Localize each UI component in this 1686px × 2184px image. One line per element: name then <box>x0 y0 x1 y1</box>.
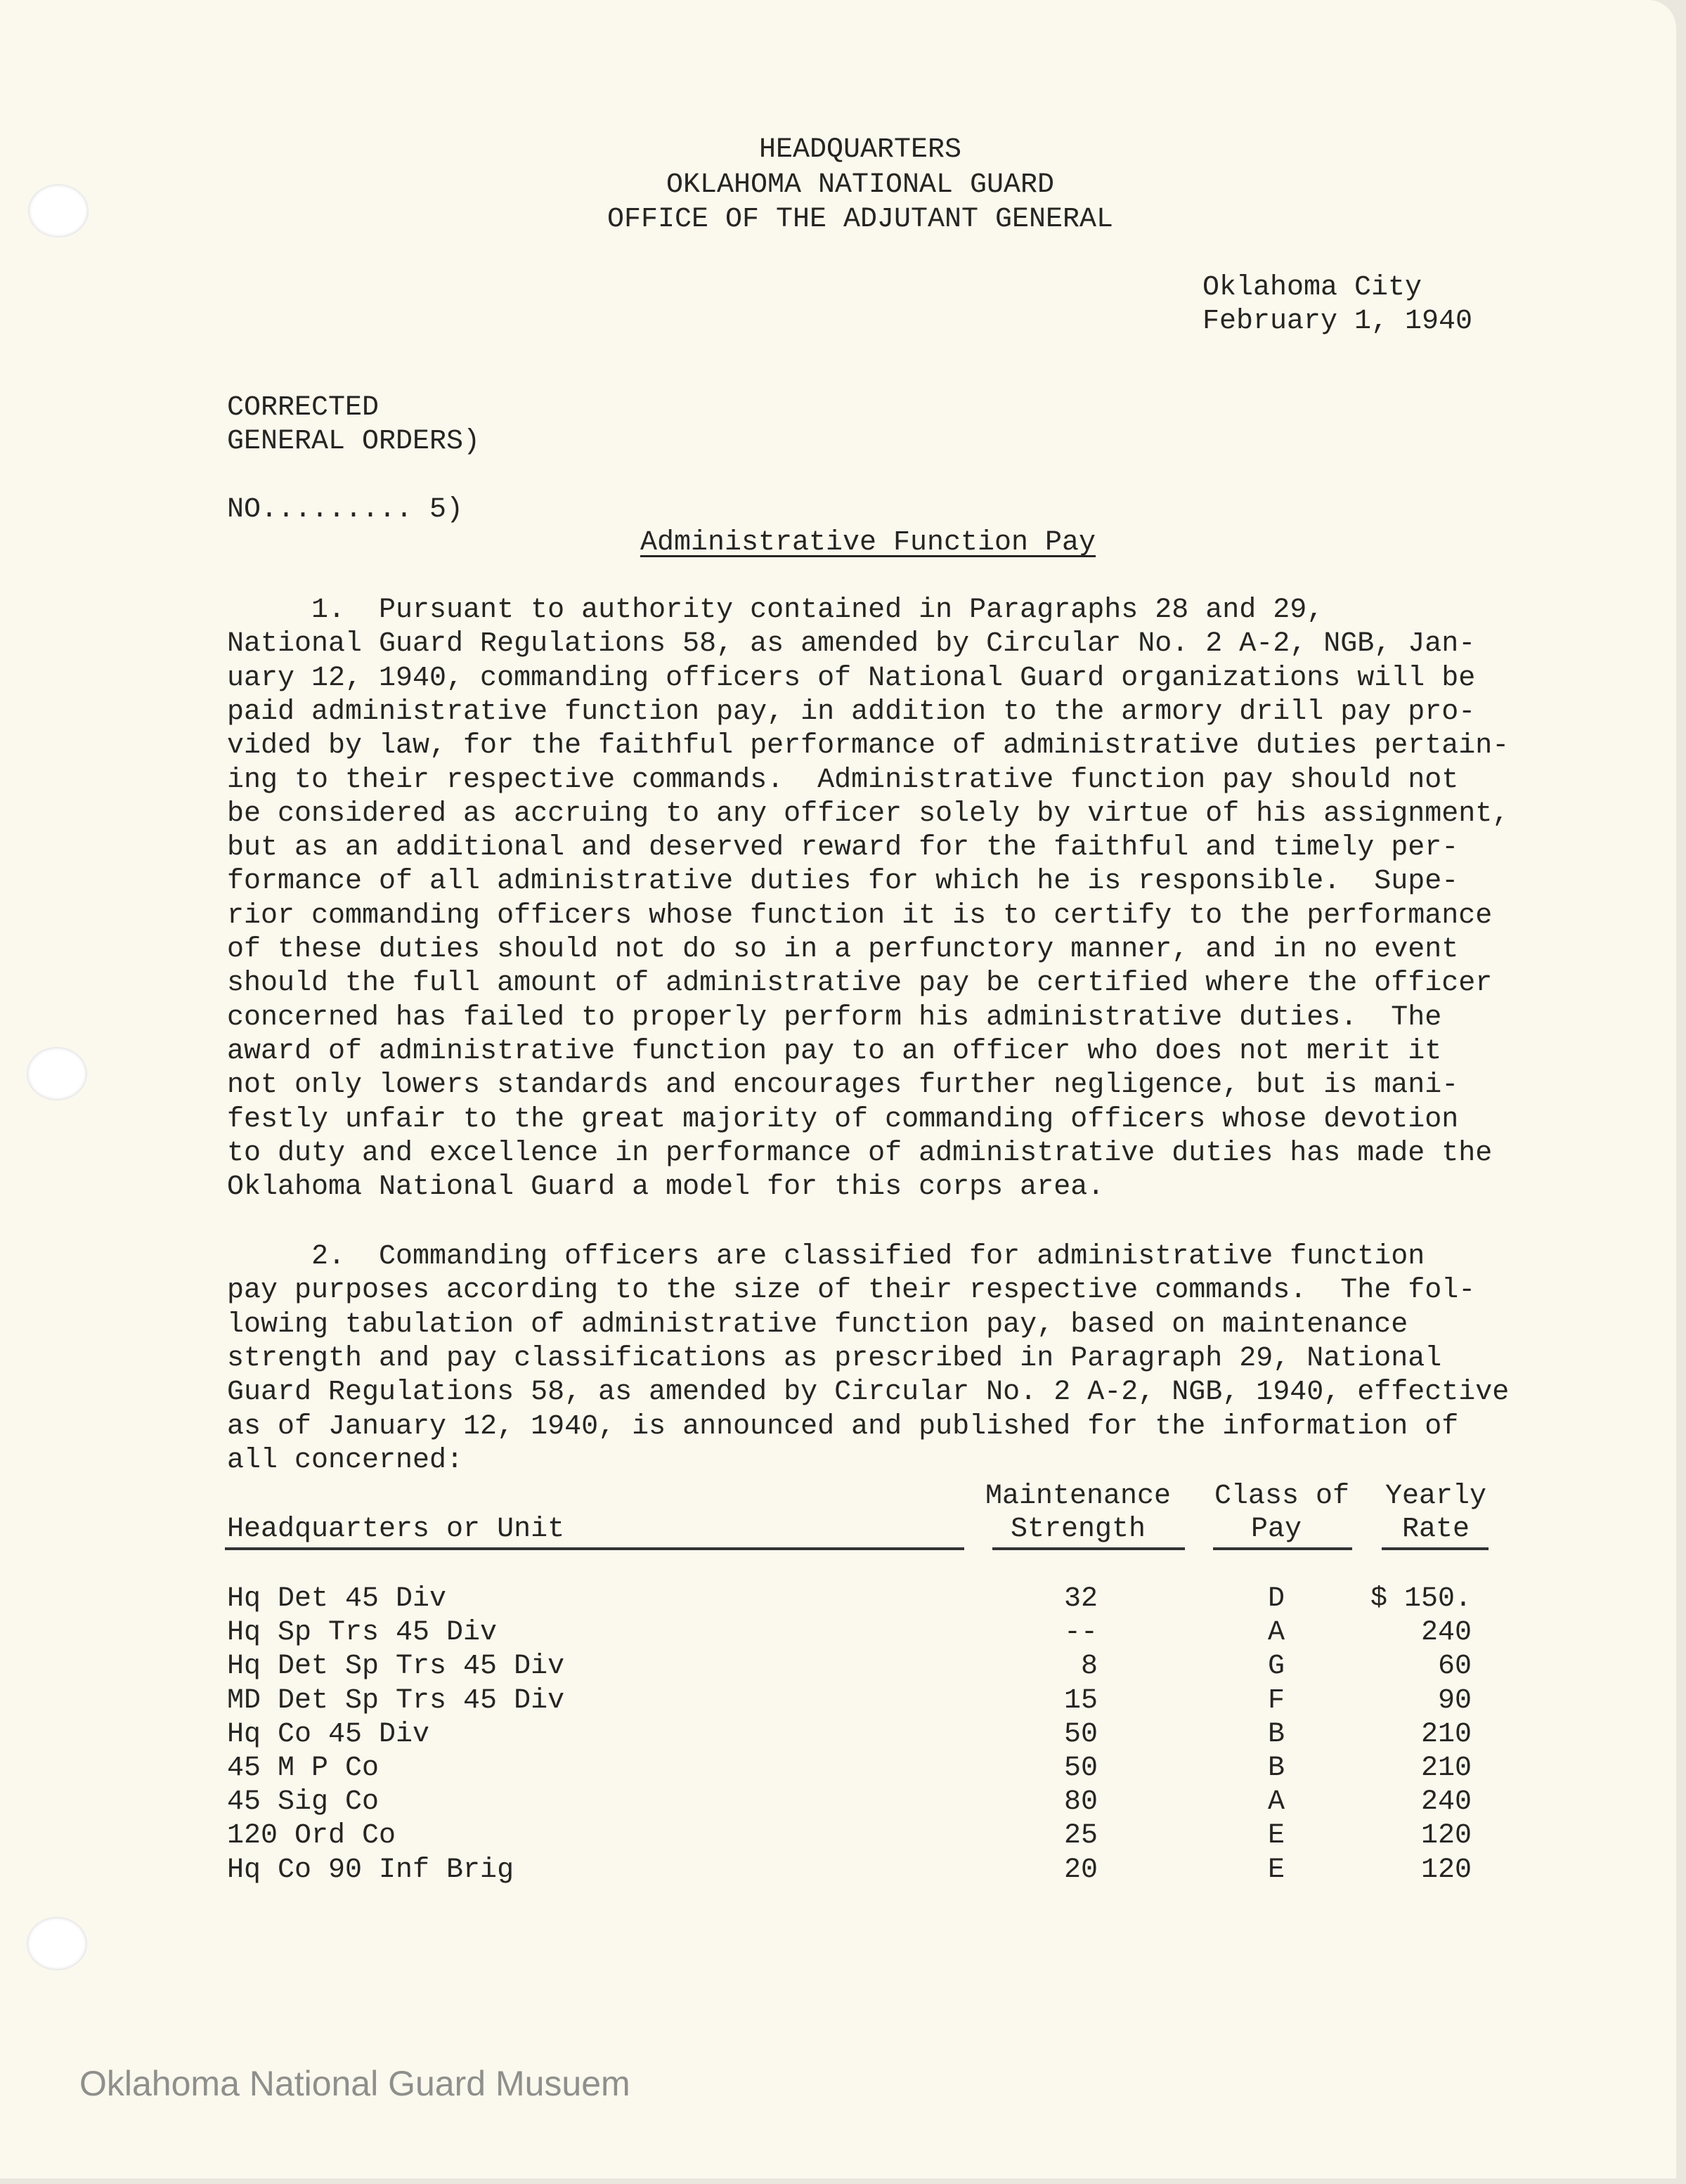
orders-corrected: CORRECTED <box>227 392 380 424</box>
paragraph-line: strength and pay classifications as prescribed in Paragraph 29, National <box>227 1342 1442 1374</box>
row-class: A <box>1267 1617 1285 1649</box>
paragraph-line: paid administrative function pay, in addition to the armory drill pay pro- <box>227 696 1476 728</box>
document-title: Administrative Function Pay <box>640 527 1096 559</box>
punch-hole <box>27 1917 87 1970</box>
row-rate: 120 <box>1420 1820 1472 1852</box>
punch-hole <box>28 184 89 238</box>
row-strength: 80 <box>1063 1786 1098 1819</box>
row-strength: 25 <box>1063 1820 1098 1852</box>
row-class: B <box>1267 1753 1285 1784</box>
row-unit: Hq Det 45 Div <box>227 1583 447 1615</box>
row-rate: 210 <box>1420 1718 1472 1750</box>
row-rate: $ 150. <box>1370 1583 1472 1615</box>
paragraph-line: 1. Pursuant to authority contained in Paragraphs 28 and 29, <box>227 594 1324 626</box>
header-strength-2: Strength <box>1010 1514 1146 1545</box>
header-underline <box>225 1547 964 1550</box>
museum-watermark: Oklahoma National Guard Musuem <box>79 2064 630 2103</box>
orders-general: GENERAL ORDERS) <box>227 426 481 457</box>
letterhead-line: HEADQUARTERS <box>758 134 962 166</box>
paragraph-line: of these duties should not do so in a perfunctory manner, and in no event <box>227 934 1459 966</box>
row-strength: 20 <box>1063 1854 1098 1886</box>
row-rate: 120 <box>1420 1854 1472 1886</box>
row-strength: 50 <box>1063 1753 1098 1784</box>
row-class: E <box>1267 1820 1285 1852</box>
row-strength: 8 <box>1080 1651 1098 1683</box>
place: Oklahoma City <box>1202 272 1422 304</box>
row-unit: 45 Sig Co <box>227 1786 380 1819</box>
paragraph-line: rior commanding officers whose function it is to certify to the performance <box>227 899 1493 932</box>
orders-number: NO......... 5) <box>227 494 464 526</box>
row-unit: 45 M P Co <box>227 1753 380 1784</box>
row-rate: 210 <box>1420 1753 1472 1784</box>
row-class: B <box>1267 1718 1285 1750</box>
row-unit: Hq Det Sp Trs 45 Div <box>227 1651 565 1683</box>
row-strength: 50 <box>1063 1718 1098 1750</box>
header-rate-1: Yearly <box>1385 1481 1487 1512</box>
row-rate: 240 <box>1420 1786 1472 1819</box>
header-strength-1: Maintenance <box>985 1481 1172 1512</box>
paragraph-line: festly unfair to the great majority of commanding officers whose devotion <box>227 1103 1459 1136</box>
paragraph-line: be considered as accruing to any officer solely by virtue of his assignment, <box>227 798 1510 830</box>
paragraph-line: all concerned: <box>227 1444 464 1476</box>
row-class: F <box>1267 1684 1285 1717</box>
row-unit: 120 Ord Co <box>227 1820 396 1852</box>
row-unit: Hq Co 45 Div <box>227 1718 430 1750</box>
paragraph-line: 2. Commanding officers are classified for administrative function <box>227 1241 1425 1273</box>
row-class: A <box>1267 1786 1285 1819</box>
letterhead-line: OKLAHOMA NATIONAL GUARD <box>666 169 1055 201</box>
paragraph-line: Oklahoma National Guard a model for this corps area. <box>227 1171 1105 1204</box>
header-underline <box>1213 1547 1352 1550</box>
row-strength: 15 <box>1063 1684 1098 1717</box>
row-rate: 90 <box>1437 1684 1472 1717</box>
paragraph-line: not only lowers standards and encourages further negligence, but is mani- <box>227 1070 1459 1102</box>
row-rate: 60 <box>1437 1651 1472 1683</box>
row-class: G <box>1267 1651 1285 1683</box>
paragraph-line: lowing tabulation of administrative function pay, based on maintenance <box>227 1308 1408 1341</box>
header-underline <box>992 1547 1185 1550</box>
paragraph-line: pay purposes according to the size of their respective commands. The fol- <box>227 1275 1476 1307</box>
letterhead-line: OFFICE OF THE ADJUTANT GENERAL <box>607 204 1114 235</box>
row-strength: -- <box>1063 1617 1098 1649</box>
header-class-1: Class of <box>1214 1481 1350 1512</box>
row-unit: Hq Co 90 Inf Brig <box>227 1854 514 1886</box>
paragraph-line: award of administrative function pay to an officer who does not merit it <box>227 1035 1442 1067</box>
paragraph-line: but as an additional and deserved reward for the faithful and timely per- <box>227 832 1459 864</box>
row-strength: 32 <box>1063 1583 1098 1615</box>
date: February 1, 1940 <box>1202 306 1473 337</box>
punch-hole <box>27 1047 87 1100</box>
paragraph-line: concerned has failed to properly perform his administrative duties. The <box>227 1001 1442 1034</box>
header-rate-2: Rate <box>1401 1514 1470 1545</box>
row-class: D <box>1267 1583 1285 1615</box>
paragraph-line: ing to their respective commands. Administrative function pay should not <box>227 764 1459 796</box>
header-unit: Headquarters or Unit <box>227 1514 565 1545</box>
paragraph-line: National Guard Regulations 58, as amended by Circular No. 2 A-2, NGB, Jan- <box>227 628 1476 661</box>
paragraph-line: as of January 12, 1940, is announced and published for the information of <box>227 1410 1459 1443</box>
header-class-2: Pay <box>1250 1514 1302 1545</box>
row-unit: Hq Sp Trs 45 Div <box>227 1617 498 1649</box>
row-unit: MD Det Sp Trs 45 Div <box>227 1684 565 1717</box>
header-underline <box>1382 1547 1489 1550</box>
row-rate: 240 <box>1420 1617 1472 1649</box>
paragraph-line: vided by law, for the faithful performance of administrative duties pertain- <box>227 730 1510 762</box>
paragraph-line: uary 12, 1940, commanding officers of National Guard organizations will be <box>227 662 1476 694</box>
paragraph-line: formance of all administrative duties for which he is responsible. Supe- <box>227 866 1459 898</box>
paragraph-line: to duty and excellence in performance of administrative duties has made the <box>227 1137 1493 1169</box>
row-class: E <box>1267 1854 1285 1886</box>
paragraph-line: Guard Regulations 58, as amended by Circular No. 2 A-2, NGB, 1940, effective <box>227 1377 1510 1409</box>
paragraph-line: should the full amount of administrative pay be certified where the officer <box>227 968 1493 1000</box>
